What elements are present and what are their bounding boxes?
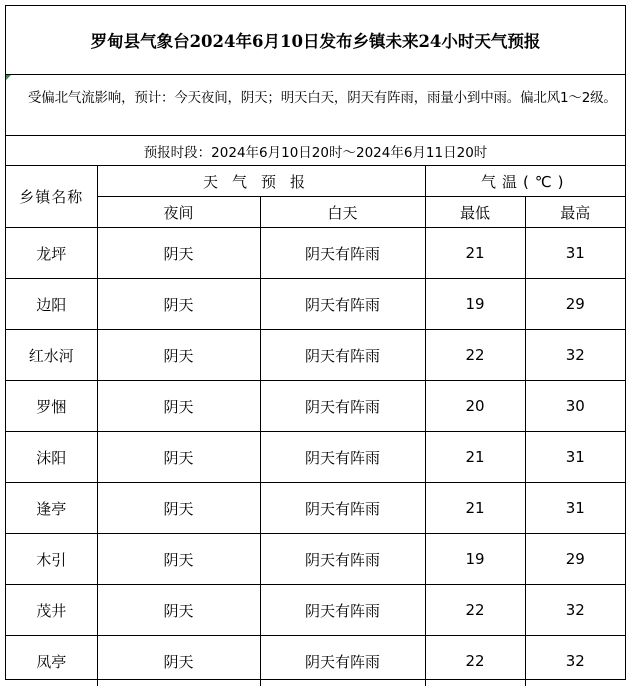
high-temp-header: 最高 <box>525 197 625 228</box>
night-weather-cell: 阴天 <box>97 330 260 381</box>
night-weather-cell: 阴天 <box>97 432 260 483</box>
town-cell: 边阳 <box>6 279 97 330</box>
day-weather-cell: 阴天有阵雨 <box>260 483 425 534</box>
high-temp-cell: 32 <box>525 330 625 381</box>
high-temp-cell: 29 <box>525 279 625 330</box>
low-temp-cell: 20 <box>425 381 525 432</box>
town-cell: 红水河 <box>6 330 97 381</box>
town-cell: 木引 <box>6 534 97 585</box>
low-temp-cell: 21 <box>425 483 525 534</box>
table-header-row-1 <box>6 166 625 197</box>
day-weather-cell: 阴天有阵雨 <box>260 279 425 330</box>
day-weather-cell: 阴天有阵雨 <box>260 228 425 279</box>
low-temp-header: 最低 <box>425 197 525 228</box>
day-weather-cell: 阴天有阵雨 <box>260 534 425 585</box>
night-weather-cell: 阴天 <box>97 483 260 534</box>
high-temp-cell: 32 <box>525 585 625 636</box>
town-cell: 凤亭 <box>6 636 97 686</box>
forecast-period: 预报时段：2024年6月10日20时～2024年6月11日20时 <box>6 136 625 166</box>
night-weather-cell: 阴天 <box>97 381 260 432</box>
table-row <box>6 279 625 330</box>
low-temp-cell: 22 <box>425 585 525 636</box>
day-weather-cell: 阴天有阵雨 <box>260 381 425 432</box>
table-row <box>6 636 625 686</box>
table-header-row-2 <box>6 197 625 228</box>
town-cell: 龙坪 <box>6 228 97 279</box>
table-row <box>6 432 625 483</box>
town-cell: 沫阳 <box>6 432 97 483</box>
low-temp-cell: 22 <box>425 636 525 686</box>
high-temp-cell: 32 <box>525 636 625 686</box>
table-row <box>6 585 625 636</box>
town-cell: 茂井 <box>6 585 97 636</box>
day-weather-cell: 阴天有阵雨 <box>260 636 425 686</box>
high-temp-cell: 30 <box>525 381 625 432</box>
table-row <box>6 483 625 534</box>
day-weather-cell: 阴天有阵雨 <box>260 330 425 381</box>
day-weather-cell: 阴天有阵雨 <box>260 432 425 483</box>
forecast-summary: 受偏北气流影响，预计：今天夜间，阴天；明天白天，阴天有阵雨，雨量小到中雨。偏北风1～2级。 <box>6 75 625 136</box>
night-weather-cell: 阴天 <box>97 636 260 686</box>
temperature-header: 气温(℃) <box>425 166 625 197</box>
weather-forecast-header: 天气预报 <box>97 166 425 197</box>
day-header: 白天 <box>260 197 425 228</box>
night-weather-cell: 阴天 <box>97 534 260 585</box>
town-cell: 罗悃 <box>6 381 97 432</box>
town-cell: 逢亭 <box>6 483 97 534</box>
town-header: 乡镇名称 <box>6 166 97 228</box>
table-row <box>6 330 625 381</box>
forecast-table <box>6 166 625 686</box>
low-temp-cell: 21 <box>425 432 525 483</box>
forecast-sheet <box>5 5 626 680</box>
table-row <box>6 228 625 279</box>
night-header: 夜间 <box>97 197 260 228</box>
high-temp-cell: 31 <box>525 483 625 534</box>
high-temp-cell: 31 <box>525 228 625 279</box>
high-temp-cell: 29 <box>525 534 625 585</box>
low-temp-cell: 19 <box>425 279 525 330</box>
high-temp-cell: 31 <box>525 432 625 483</box>
low-temp-cell: 22 <box>425 330 525 381</box>
page-title: 罗甸县气象台2024年6月10日发布乡镇未来24小时天气预报 <box>6 6 625 75</box>
low-temp-cell: 19 <box>425 534 525 585</box>
table-row <box>6 381 625 432</box>
night-weather-cell: 阴天 <box>97 585 260 636</box>
table-row <box>6 534 625 585</box>
night-weather-cell: 阴天 <box>97 228 260 279</box>
day-weather-cell: 阴天有阵雨 <box>260 585 425 636</box>
low-temp-cell: 21 <box>425 228 525 279</box>
night-weather-cell: 阴天 <box>97 279 260 330</box>
